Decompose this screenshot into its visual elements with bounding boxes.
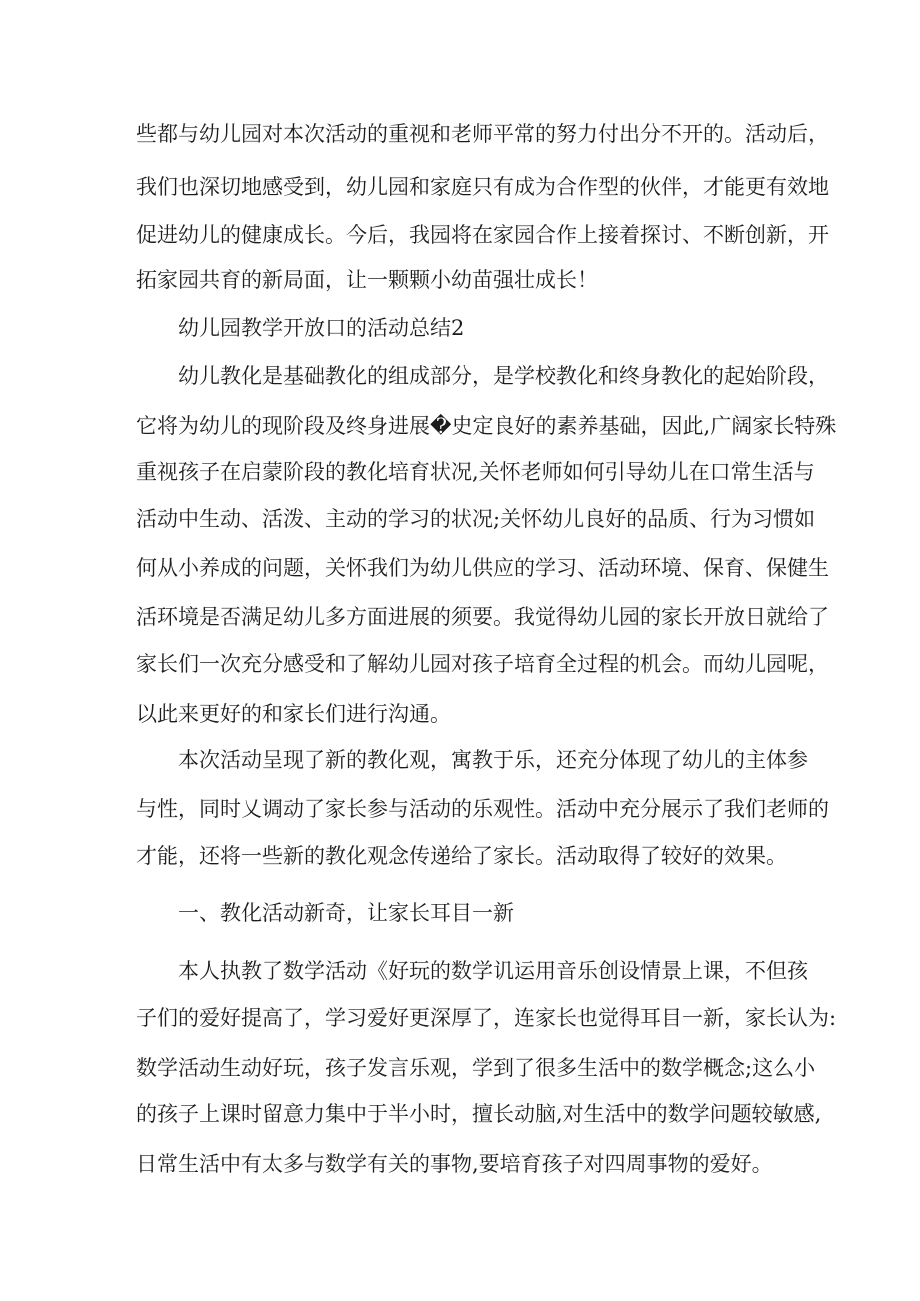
paragraph-2-line-3: 重视孩子在启蒙阶段的教化培育状况,关怀老师如何引导幼儿在口常生活与 [136, 460, 815, 484]
paragraph-2-line-1: 幼儿教化是基础教化的组成部分，是学校教化和终身教化的起始阶段， [178, 364, 829, 388]
paragraph-1-line-3: 促进幼儿的健康成长。今后，我园将在家园合作上接着探讨、不断创新，开 [136, 223, 829, 247]
paragraph-4-line-1: 本人执教了数学活动《好玩的数学讥运用音乐创设情景上课，不但孩 [178, 959, 808, 983]
paragraph-2-line-5: 何从小养成的问题，关怀我们为幼儿供应的学习、活动环境、保育、保健生 [136, 556, 829, 580]
paragraph-2-line-4: 活动中生动、活泼、主动的学习的状况;关怀幼儿良好的品质、行为习惯如 [136, 507, 816, 531]
paragraph-3-line-2: 与性，同时乂调动了家长参与活动的乐观性。活动中充分展示了我们老师的 [136, 797, 829, 821]
paragraph-4-line-4: 的孩子上课时留意力集中于半小时，擅长动脑,对生活中的数学问题较敏感, [136, 1102, 822, 1126]
paragraph-4-line-2: 子们的爱好提高了，学习爱好更深厚了，连家长也觉得耳目一新，家长认为: [136, 1006, 837, 1030]
paragraph-1-line-1: 些都与幼儿园对本次活动的重视和老师平常的努力付出分不开的。活动后， [136, 122, 829, 146]
paragraph-2-line-6: 活环境是否满足幼儿多方面进展的须要。我觉得幼儿园的家长开放日就给了 [136, 605, 829, 629]
paragraph-2-line-2: 它将为幼儿的现阶段及终身进展�史定良好的素养基础，因此,广阔家长特殊 [136, 414, 837, 438]
paragraph-3-line-1: 本次活动呈现了新的教化观，寓教于乐，还充分体现了幼儿的主体参 [178, 748, 808, 772]
paragraph-4-line-3: 数学活动生动好玩，孩子发言乐观，学到了很多生活中的数学概念;这么小 [136, 1056, 816, 1080]
paragraph-1-line-2: 我们也深切地感受到，幼儿园和家庭只有成为合作型的伙伴，才能更有效地 [136, 175, 829, 199]
paragraph-2-line-7: 家长们一次充分感受和了解幼儿园对孩子培育全过程的机会。而幼儿园呢， [136, 652, 829, 676]
section-heading: 一、教化活动新奇，让家长耳目一新 [178, 901, 514, 925]
paragraph-1-line-4: 拓家园共育的新局面，让一颗颗小幼苗强壮成长！ [136, 268, 598, 292]
paragraph-3-line-3: 才能，还将一些新的教化观念传递给了家长。活动取得了较好的效果。 [136, 844, 787, 868]
paragraph-2-line-8: 以此来更好的和家长们进行沟通。 [136, 702, 451, 726]
section-title-2: 幼儿园教学开放口的活动总结2 [178, 316, 465, 340]
paragraph-4-line-5: 日常生活中有太多与数学有关的事物,要培育孩子对四周事物的爱好。 [136, 1152, 773, 1176]
